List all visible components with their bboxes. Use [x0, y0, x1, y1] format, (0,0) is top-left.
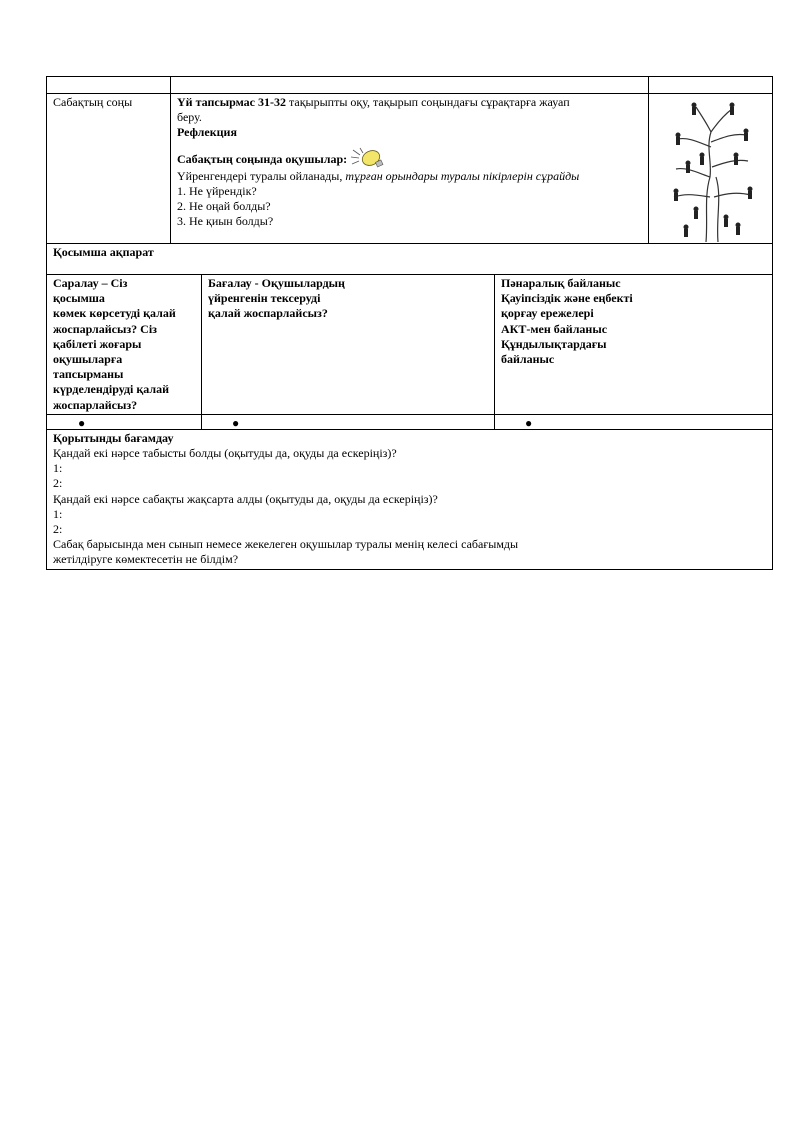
- differentiation-line: көмек көрсетуді қалай: [53, 306, 176, 321]
- cross-curricular-line: байланыс: [501, 352, 555, 367]
- tree-image-cell: [649, 94, 773, 244]
- empty-header-row: [47, 77, 773, 94]
- cross-curricular-line: Құндылықтардағы: [501, 336, 607, 351]
- assessment-line: үйренгенін тексеруді: [208, 291, 321, 306]
- differentiation-line: тапсырманы: [53, 367, 124, 382]
- cross-curricular-line: қорғау ережелері: [501, 306, 594, 321]
- summary-answer: 2:: [53, 476, 63, 491]
- bullet-dot: ●: [78, 415, 86, 430]
- lesson-end-label: [47, 94, 171, 244]
- question-1: 1. Не үйрендік?: [177, 183, 257, 198]
- assessment-cell: [202, 275, 495, 415]
- assessment-line: Бағалау - Оқушылардың: [208, 276, 345, 290]
- reflect-plain: Үйренгендері туралы ойланады,: [177, 168, 346, 183]
- tree-reflection-icon: [666, 97, 756, 242]
- empty-cell: [649, 77, 773, 94]
- differentiation-line: Саралау – Сіз: [53, 276, 128, 290]
- differentiation-line: қосымша: [53, 291, 105, 306]
- cross-curricular-line: Қауіпсіздік және еңбекті: [501, 291, 633, 306]
- bullet-dot: ●: [525, 415, 533, 430]
- summary-title: Қорытынды бағамдау: [53, 430, 174, 445]
- planning-table: [46, 274, 773, 570]
- lesson-end-content: [171, 94, 649, 244]
- reflect-italic: тұрған орындары туралы пікірлерін сұрайды: [345, 168, 580, 183]
- summary-answer: 1:: [53, 506, 63, 521]
- homework-line-2: беру.: [177, 110, 202, 125]
- planning-header-row: [47, 275, 773, 415]
- bullet-cell: [202, 414, 495, 429]
- bullet-cell: [495, 414, 773, 429]
- students-heading-line: [177, 147, 642, 169]
- empty-cell: [171, 77, 649, 94]
- summary-answer: 1:: [53, 461, 63, 476]
- lesson-end-label-text: Сабақтың соңы: [53, 95, 133, 109]
- differentiation-line: қабілеті жоғары: [53, 336, 142, 351]
- reflect-line: [177, 169, 642, 184]
- additional-info-row: [47, 244, 773, 275]
- differentiation-line: күрделендіруді қалай: [53, 382, 170, 397]
- homework-text: тақырыпты оқу, тақырып соңындағы сұрақтарға жауап: [285, 95, 570, 109]
- lightbulb-icon: [349, 147, 385, 169]
- empty-cell: [47, 77, 171, 94]
- reflection-title: Рефлекция: [177, 125, 237, 140]
- differentiation-line: жоспарлайсыз? Сіз: [53, 321, 158, 336]
- additional-info-title: Қосымша ақпарат: [53, 245, 154, 259]
- question-2: 2. Не оңай болды?: [177, 199, 271, 214]
- cross-curricular-cell: [495, 275, 773, 415]
- cross-curricular-line: АКТ-мен байланыс: [501, 321, 608, 336]
- additional-info-cell: [47, 244, 773, 275]
- students-heading: Сабақтың соңында оқушылар:: [177, 151, 348, 166]
- summary-question-3: Сабақ барысында мен сынып немесе жекелеген оқушылар туралы менің келесі сабағымды: [53, 537, 519, 552]
- homework-bold: Үй тапсырмас 31-32: [177, 95, 286, 109]
- assessment-line: қалай жоспарлайсыз?: [208, 306, 328, 321]
- lesson-plan-page: [46, 76, 772, 570]
- differentiation-line: жоспарлайсыз?: [53, 397, 138, 412]
- cross-curricular-line: Пәнаралық байланыс: [501, 276, 621, 290]
- summary-answer: 2:: [53, 522, 63, 537]
- summary-cell: [47, 429, 773, 569]
- lesson-end-table: [46, 76, 773, 275]
- bullet-cell: [47, 414, 202, 429]
- summary-row: [47, 429, 773, 569]
- bullet-row: [47, 414, 773, 429]
- summary-question-2: Қандай екі нәрсе сабақты жақсарта алды (оқытуды да, оқуды да ескеріңіз)?: [53, 491, 438, 506]
- differentiation-line: оқушыларға: [53, 352, 123, 367]
- summary-question-1: Қандай екі нәрсе табысты болды (оқытуды да, оқуды да ескеріңіз)?: [53, 446, 397, 461]
- differentiation-cell: [47, 275, 202, 415]
- lesson-end-row: [47, 94, 773, 244]
- bullet-dot: ●: [232, 415, 240, 430]
- summary-question-3-cont: жетілдіруге көмектесетін не білдім?: [53, 552, 239, 567]
- question-3: 3. Не қиын болды?: [177, 214, 274, 229]
- homework-line: [177, 95, 642, 110]
